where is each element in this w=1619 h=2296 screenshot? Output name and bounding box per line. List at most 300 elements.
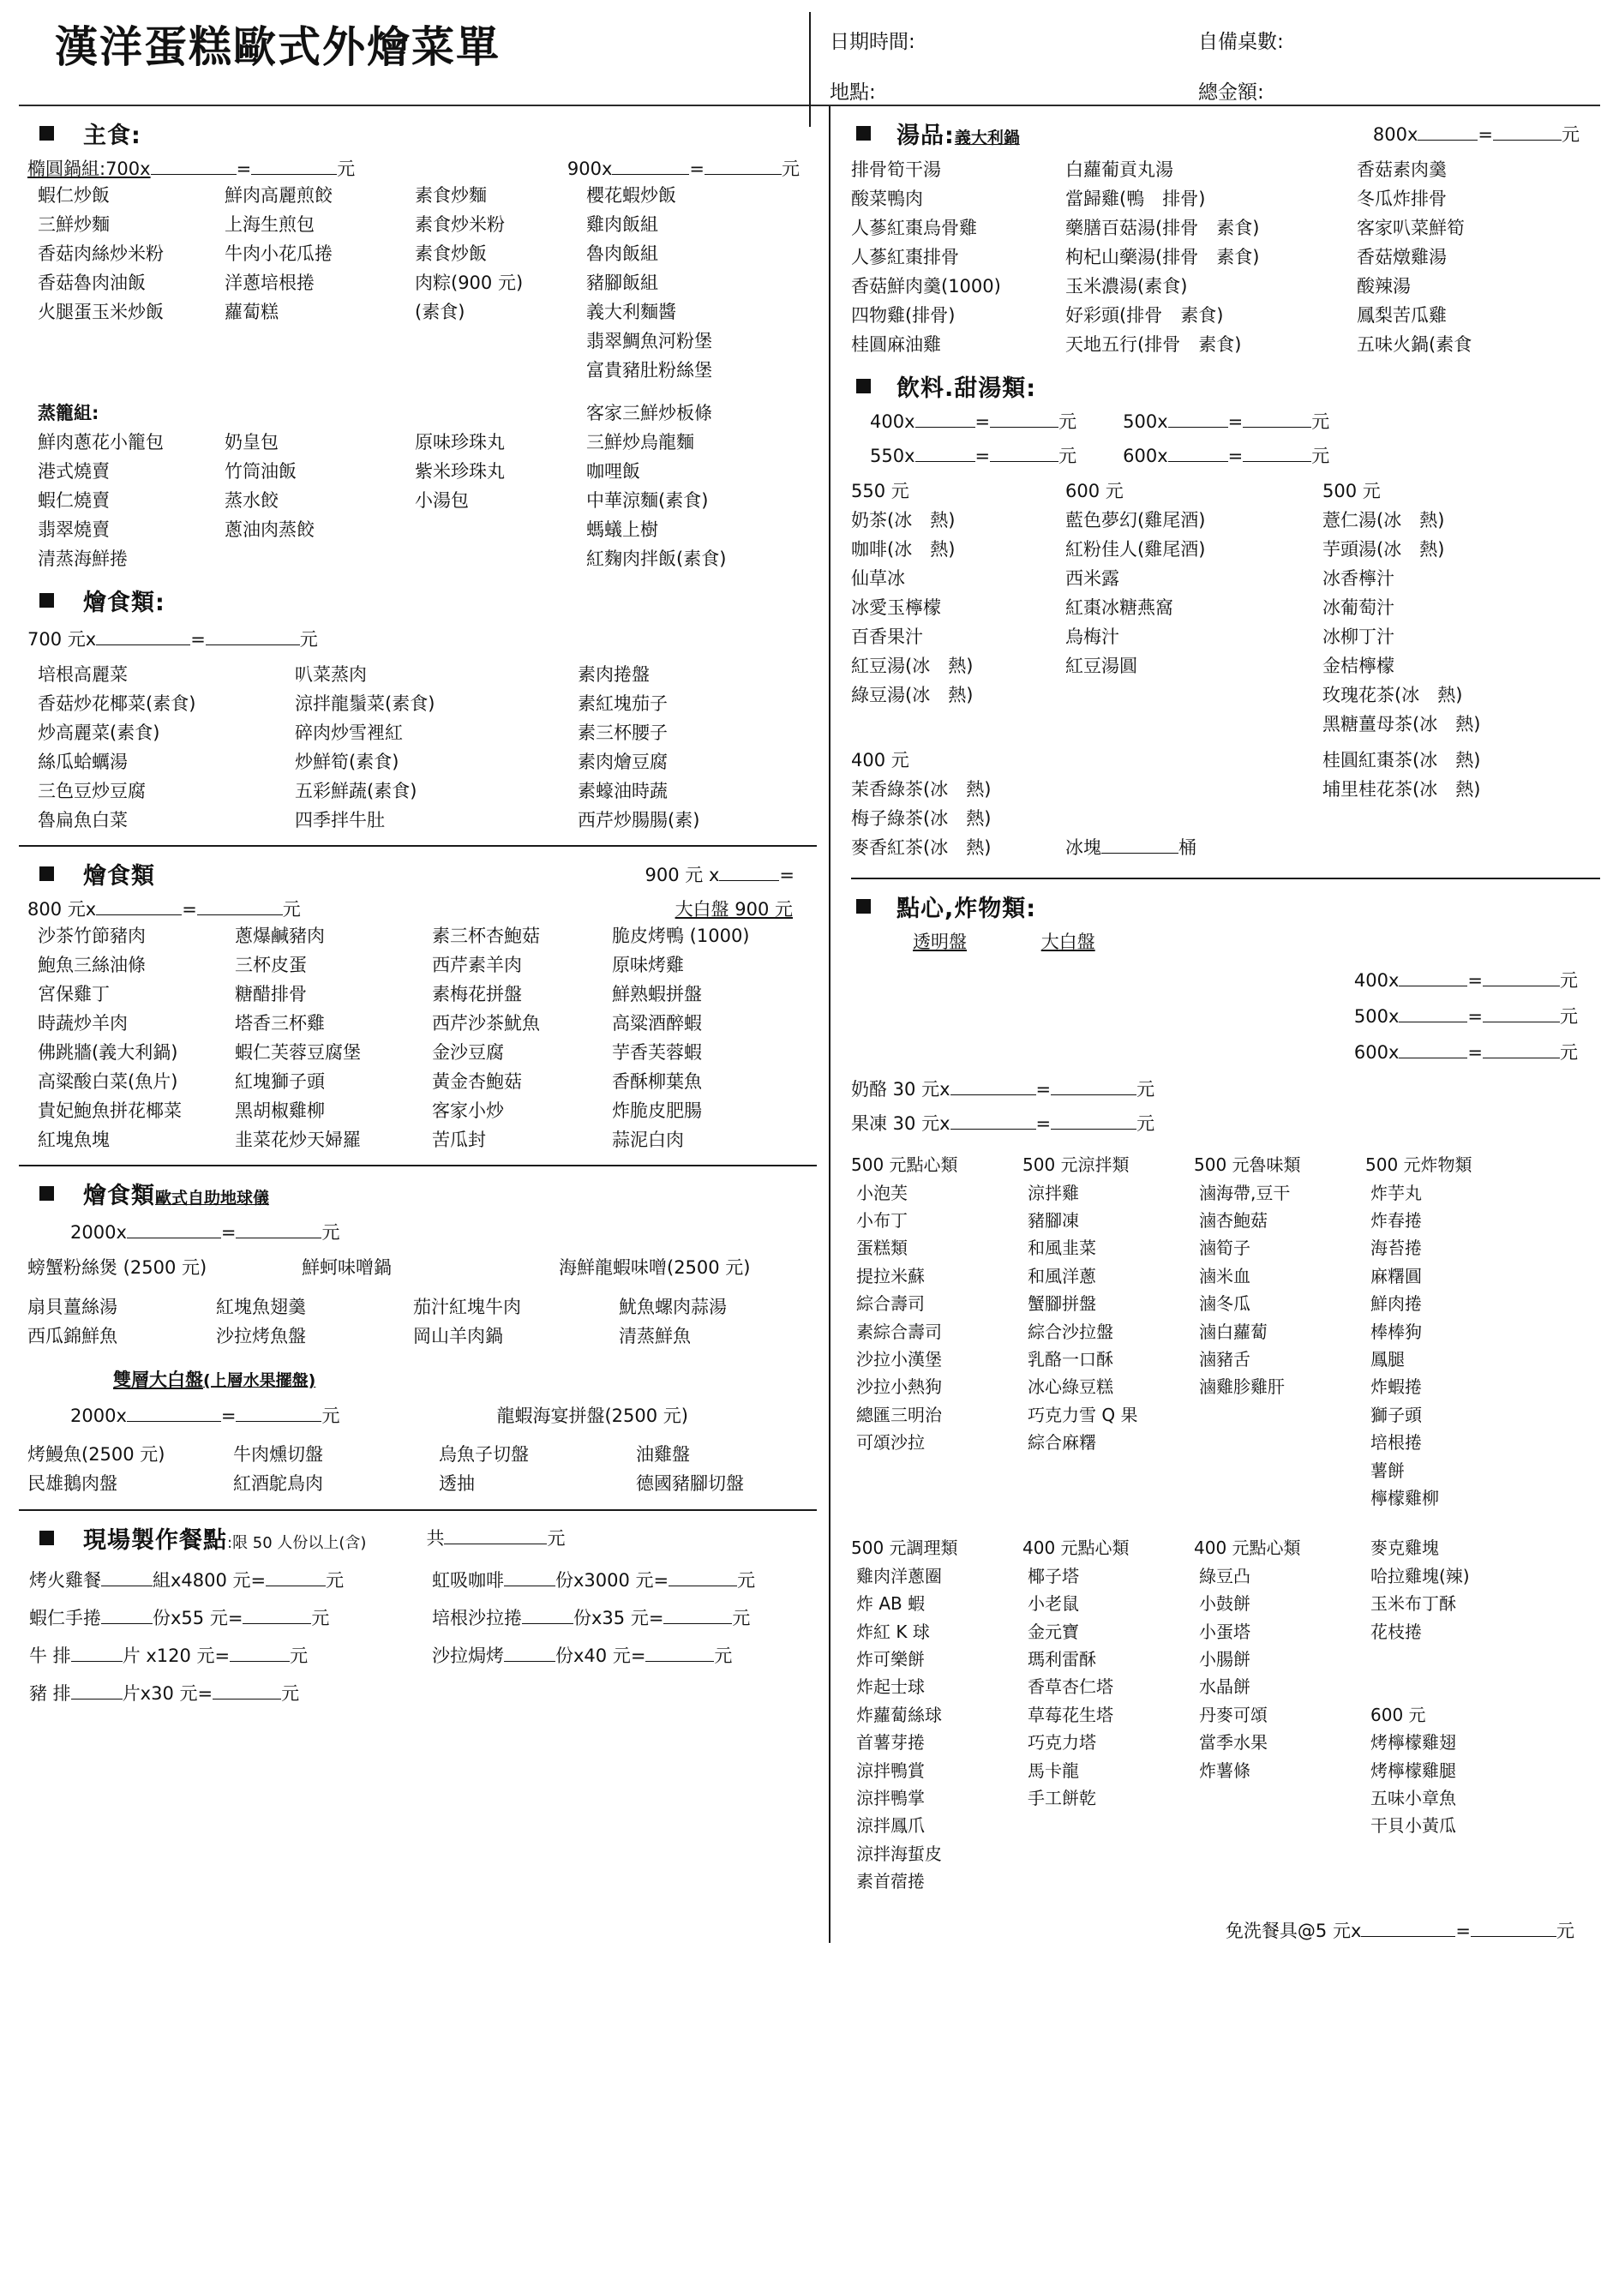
staple-qty-blank-right[interactable] [612, 159, 689, 175]
list-item[interactable]: 三杯皮蛋 [235, 955, 307, 976]
list-item[interactable]: 炒高麗菜(素食) [38, 722, 160, 744]
list-item[interactable]: 滷杏鮑菇 [1199, 1210, 1268, 1232]
onsite-amt-2[interactable] [243, 1609, 311, 1624]
list-item[interactable]: 素食炒米粉 [415, 214, 505, 236]
list-item[interactable]: 首薯芽捲 [856, 1732, 925, 1753]
staple-qty-blank-left[interactable] [151, 159, 237, 175]
list-item[interactable]: 富貴豬肚粉絲堡 [586, 360, 712, 381]
list-item[interactable]: 炸可樂餅 [856, 1648, 925, 1670]
list-item[interactable]: 香菇魯肉油飯 [38, 273, 146, 294]
drinks-400-amt[interactable] [990, 412, 1058, 428]
list-item[interactable]: 貴妃鮑魚拼花椰菜 [38, 1100, 182, 1122]
list-item[interactable]: 小湯包 [415, 490, 469, 512]
braised3-qty-blank[interactable] [127, 1223, 221, 1238]
list-item[interactable]: 蛋糕類 [856, 1238, 908, 1259]
drinks-500-prefix: 500x [1123, 411, 1168, 433]
snacks-price-block [851, 962, 1600, 1070]
braised2-top-blank[interactable] [719, 866, 779, 881]
list-item[interactable]: 西芹素羊肉 [432, 955, 522, 976]
lobster-banquet-item[interactable]: 龍蝦海宴拼盤(2500 元) [496, 1406, 688, 1427]
list-item[interactable]: 滷豬舌 [1199, 1349, 1250, 1370]
list-item[interactable]: 烤鰻魚(2500 元) [27, 1444, 165, 1466]
list-item[interactable]: 蒸水餃 [225, 490, 279, 512]
list-item[interactable]: 桂圓紅棗茶(冰 熱) [1322, 750, 1481, 771]
drinks-600-qty[interactable] [1168, 447, 1228, 462]
list-item[interactable]: 蝦仁芙蓉豆腐堡 [235, 1042, 361, 1064]
snacks-500-qty[interactable] [1399, 1007, 1467, 1022]
list-item[interactable]: 梅子綠茶(冰 熱) [851, 808, 992, 830]
list-item[interactable]: 酸辣湯 [1357, 276, 1411, 297]
braised3-qty2-blank[interactable] [127, 1406, 221, 1422]
list-item[interactable]: 韭菜花炒天婦羅 [235, 1130, 361, 1151]
list-item[interactable]: 牛肉燻切盤 [233, 1444, 323, 1466]
snacks-500-amt[interactable] [1483, 1007, 1560, 1022]
snacks-400-qty[interactable] [1399, 971, 1467, 986]
onsite-qty-4[interactable] [71, 1684, 123, 1700]
list-item[interactable]: 奶皇包 [225, 432, 279, 453]
onsite-amt-3[interactable] [230, 1646, 290, 1662]
list-item[interactable]: 糖醋排骨 [235, 984, 307, 1005]
list-item[interactable]: 干貝小黃瓜 [1370, 1815, 1456, 1837]
list-item-empty [1194, 1457, 1365, 1484]
list-item[interactable]: 西芹沙茶魷魚 [432, 1013, 540, 1034]
drinks-400-qty[interactable] [915, 412, 975, 428]
list-item[interactable]: 紅塊魚翅羹 [216, 1297, 306, 1318]
list-item[interactable]: 豬腳凍 [1028, 1210, 1079, 1232]
list-item[interactable]: 香菇燉雞湯 [1357, 247, 1447, 268]
page-title: 漢洋蛋糕歐式外燴菜單 [55, 22, 501, 72]
list-item[interactable]: 涼拌鳳爪 [856, 1815, 925, 1837]
list-item[interactable]: 芋香芙蓉蝦 [612, 1042, 702, 1064]
list-item[interactable]: 素三杯腰子 [578, 722, 668, 744]
list-item[interactable]: 蘿蔔糕 [225, 302, 279, 323]
onsite-name2-1: 虹吸咖啡 [432, 1569, 504, 1591]
list-item[interactable]: 哈拉雞塊(辣) [1370, 1565, 1470, 1586]
snacks-cheese-jelly-block [851, 1076, 1600, 1136]
tableware-amt-blank[interactable] [1471, 1921, 1556, 1937]
soup-items-grid [851, 155, 1600, 359]
list-item[interactable]: 烏梅汁 [1065, 626, 1119, 648]
list-item[interactable]: 蝦仁燒賣 [38, 490, 110, 512]
list-item[interactable]: 玉米濃湯(素食) [1065, 276, 1188, 297]
list-item[interactable]: 冰香檸汁 [1322, 568, 1394, 590]
list-item[interactable]: 枸杞山藥湯(排骨 素食) [1065, 247, 1260, 268]
list-item[interactable]: 螞蟻上樹 [586, 519, 658, 541]
list-item[interactable]: 滷白蘿蔔 [1199, 1321, 1268, 1342]
list-item[interactable]: 埔里桂花茶(冰 熱) [1322, 779, 1481, 800]
list-item[interactable]: 金元寶 [1028, 1621, 1079, 1642]
soup-amount-blank[interactable] [1493, 125, 1562, 141]
list-item[interactable]: 鮮肉捲 [1370, 1293, 1422, 1315]
jelly-amt[interactable] [1051, 1114, 1136, 1130]
list-item[interactable]: 中華涼麵(素食) [586, 490, 709, 512]
list-item[interactable]: 涼拌龍鬚菜(素食) [295, 693, 435, 715]
list-item[interactable]: 火腿蛋玉米炒飯 [38, 302, 164, 323]
list-item[interactable]: 宮保雞丁 [38, 984, 110, 1005]
braised1-qty-blank[interactable] [96, 630, 190, 645]
list-item[interactable]: 和風洋蔥 [1028, 1265, 1096, 1286]
list-item[interactable]: 綠豆湯(冰 熱) [851, 685, 974, 706]
list-item[interactable]: 黑胡椒雞柳 [235, 1100, 325, 1122]
list-item[interactable]: 麥克雞塊 [1370, 1538, 1439, 1559]
list-item[interactable]: 玉米布丁酥 [1370, 1593, 1456, 1615]
list-item[interactable]: 原味烤雞 [612, 955, 684, 976]
list-item[interactable]: 冰心綠豆糕 [1028, 1376, 1113, 1398]
list-item[interactable]: 炸芋丸 [1370, 1182, 1422, 1203]
onsite-amt2-1[interactable] [669, 1571, 737, 1586]
list-item[interactable]: 炸紅 K 球 [856, 1621, 930, 1642]
list-item[interactable]: 蝦仁炒飯 [38, 185, 110, 206]
list-item[interactable]: 沙拉小漢堡 [856, 1349, 942, 1370]
list-item[interactable]: 紅塊魚塊 [38, 1130, 110, 1151]
list-item[interactable]: 原味珍珠丸 [415, 432, 505, 453]
list-item[interactable]: 麻糬圓 [1370, 1265, 1422, 1286]
list-item[interactable]: 螃蟹粉絲煲 (2500 元) [27, 1257, 207, 1279]
list-item[interactable]: 人蔘紅棗排骨 [851, 247, 959, 268]
list-item[interactable]: 清蒸鮮魚 [619, 1326, 691, 1347]
list-item[interactable]: 香菇素肉羹 [1357, 159, 1447, 180]
list-item[interactable]: 可頌沙拉 [856, 1432, 925, 1454]
list-item[interactable]: 小老鼠 [1028, 1593, 1079, 1615]
cheese-amt[interactable] [1051, 1080, 1136, 1095]
list-item[interactable]: 鮑魚三絲油條 [38, 955, 146, 976]
list-item[interactable]: 牛肉小花瓜捲 [225, 243, 333, 265]
list-item[interactable]: 炸春捲 [1370, 1210, 1422, 1232]
list-item[interactable]: 竹筒油飯 [225, 461, 297, 483]
jelly-qty[interactable] [950, 1114, 1036, 1130]
list-item[interactable]: 紅麴肉拌飯(素食) [586, 549, 727, 570]
list-item[interactable]: 涼拌海蜇皮 [856, 1843, 942, 1864]
list-item[interactable]: 港式燒賣 [38, 461, 110, 483]
list-item[interactable]: 黑糖薑母茶(冰 熱) [1322, 714, 1481, 735]
list-item[interactable]: 椰子塔 [1028, 1565, 1079, 1586]
list-item[interactable]: 冬瓜炸排骨 [1357, 189, 1447, 210]
list-item[interactable]: 鮮蚵味噌鍋 [302, 1257, 392, 1279]
list-item[interactable]: 綠豆凸 [1199, 1565, 1250, 1586]
list-item[interactable]: 素肉燴豆腐 [578, 752, 668, 773]
staple-amount-blank-left[interactable] [251, 159, 337, 175]
list-item[interactable]: 乳酪一口酥 [1028, 1349, 1113, 1370]
list-item[interactable]: 滷筍子 [1199, 1238, 1250, 1259]
list-item[interactable]: 棒棒狗 [1370, 1321, 1422, 1342]
list-item[interactable]: 肉粽(900 元) [415, 273, 524, 294]
list-item[interactable]: 香草杏仁塔 [1028, 1676, 1113, 1698]
list-item[interactable]: 雞肉飯組 [586, 214, 658, 236]
list-item[interactable]: 義大利麵醬 [586, 302, 676, 323]
onsite-qty2-1[interactable] [504, 1571, 555, 1586]
braised3-amount-blank[interactable] [236, 1223, 321, 1238]
braised2-qty-blank[interactable] [96, 900, 182, 915]
braised2-price-row [27, 896, 817, 921]
list-item[interactable]: 脆皮烤鴨 (1000) [612, 926, 750, 947]
list-item[interactable]: 巧克力雪 Q 果 [1028, 1404, 1138, 1425]
list-item[interactable]: 小腸餅 [1199, 1648, 1250, 1670]
list-item[interactable]: 薏仁湯(冰 熱) [1322, 510, 1445, 531]
list-item[interactable]: 魯扁魚白菜 [38, 810, 128, 831]
list-item[interactable]: 冰葡萄汁 [1322, 597, 1394, 619]
braised2-amount-blank[interactable] [197, 900, 283, 915]
drinks-550-qty[interactable] [915, 447, 975, 462]
onsite-qty2-3[interactable] [504, 1646, 555, 1662]
list-item[interactable]: 滷冬瓜 [1199, 1293, 1250, 1315]
list-item[interactable]: 鮮肉高麗煎餃 [225, 185, 333, 206]
list-item[interactable]: 炸蝦捲 [1370, 1376, 1422, 1398]
list-item[interactable]: 芋頭湯(冰 熱) [1322, 539, 1445, 561]
list-item[interactable]: 烤檸檬雞翅 [1370, 1732, 1456, 1753]
list-item[interactable]: 桂圓麻油雞 [851, 334, 941, 356]
list-item[interactable]: 蔥油肉蒸餃 [225, 519, 315, 541]
list-item[interactable]: 清蒸海鮮捲 [38, 549, 128, 570]
list-item[interactable]: 四物雞(排骨) [851, 305, 956, 327]
list-item[interactable]: 炸起士球 [856, 1676, 925, 1698]
list-item[interactable]: 人蔘紅棗烏骨雞 [851, 218, 977, 239]
list-item[interactable]: 烏魚子切盤 [439, 1444, 529, 1466]
list-item[interactable]: 黃金杏鮑菇 [432, 1071, 522, 1093]
list-item[interactable]: 油雞盤 [636, 1444, 690, 1466]
list-item[interactable]: 當歸雞(鴨 排骨) [1065, 189, 1206, 210]
cheese-qty[interactable] [950, 1080, 1036, 1095]
list-item[interactable]: 茉香綠茶(冰 熱) [851, 779, 992, 800]
list-item[interactable]: 麥香紅茶(冰 熱) [851, 837, 992, 859]
onsite-total-blank[interactable] [444, 1529, 547, 1544]
ice-label[interactable]: 冰塊 [1065, 837, 1101, 859]
onsite-qty-3[interactable] [71, 1646, 123, 1662]
list-item[interactable]: 檸檬雞柳 [1370, 1488, 1439, 1508]
list-item[interactable]: 和風韭菜 [1028, 1238, 1096, 1259]
list-item[interactable]: 小鼓餅 [1199, 1593, 1250, 1615]
onsite-qty2-2[interactable] [522, 1609, 573, 1624]
drinks-550-amt[interactable] [990, 447, 1058, 462]
onsite-amt-4[interactable] [213, 1684, 281, 1700]
snacks-400-amt[interactable] [1483, 971, 1560, 986]
list-item[interactable]: 百香果汁 [851, 626, 923, 648]
list-item[interactable]: 烤檸檬雞腿 [1370, 1759, 1456, 1781]
list-item[interactable]: 素食炒麵 [415, 185, 487, 206]
list-item[interactable]: 炸蘿蔔絲球 [856, 1704, 942, 1725]
list-item[interactable]: 三鮮炒麵 [38, 214, 110, 236]
list-item[interactable]: 紅塊獅子頭 [235, 1071, 325, 1093]
onsite-unit3-1: 份x3000 元= [555, 1569, 669, 1591]
list-item[interactable]: 鳳腿 [1370, 1349, 1405, 1370]
staple-amount-blank-right[interactable] [705, 159, 782, 175]
list-item[interactable]: 苦瓜封 [432, 1130, 486, 1151]
list-item[interactable]: 魯肉飯組 [586, 243, 658, 265]
list-item[interactable]: 絲瓜蛤蠣湯 [38, 752, 128, 773]
list-item[interactable]: 鮮熟蝦拼盤 [612, 984, 702, 1005]
list-item[interactable]: 獅子頭 [1370, 1404, 1422, 1425]
list-item[interactable]: 五彩鮮蔬(素食) [295, 781, 417, 802]
list-item[interactable]: 扇貝薑絲湯 [27, 1297, 117, 1318]
list-item[interactable]: 碎肉炒雪裡紅 [295, 722, 403, 744]
list-item[interactable]: 排骨筍干湯 [851, 159, 941, 180]
list-item[interactable]: 金沙豆腐 [432, 1042, 504, 1064]
list-item[interactable]: 咖哩飯 [586, 461, 640, 483]
list-item[interactable]: 仙草冰 [851, 568, 905, 590]
list-item[interactable]: 馬卡龍 [1028, 1759, 1079, 1781]
list-item[interactable]: 滷雞胗雞肝 [1199, 1376, 1285, 1398]
list-item[interactable]: 香菇鮮肉羹(1000) [851, 276, 1001, 297]
onsite-name2-3: 沙拉焗烤 [432, 1645, 504, 1666]
list-item[interactable]: 藍色夢幻(雞尾酒) [1065, 510, 1206, 531]
list-item[interactable]: 佛跳牆(義大利鍋) [38, 1042, 178, 1064]
list-item[interactable]: 紅豆湯圓 [1065, 656, 1137, 677]
list-item[interactable]: 炸薯條 [1199, 1759, 1250, 1781]
soup-qty-blank[interactable] [1418, 125, 1478, 141]
list-item[interactable]: 咖啡(冰 熱) [851, 539, 956, 561]
drinks-500-qty[interactable] [1168, 412, 1228, 428]
list-item[interactable]: 炸 AB 蝦 [856, 1593, 926, 1615]
list-item[interactable]: 時蔬炒羊肉 [38, 1013, 128, 1034]
list-item[interactable]: 炸脆皮肥腸 [612, 1100, 702, 1122]
list-item[interactable]: 五味火鍋(素食 [1357, 334, 1472, 356]
list-item[interactable]: 滷米血 [1199, 1265, 1250, 1286]
list-item[interactable]: 茄汁紅塊牛肉 [413, 1297, 521, 1318]
list-item[interactable]: 紅粉佳人(雞尾酒) [1065, 539, 1206, 561]
list-item[interactable]: 素首蓿捲 [856, 1871, 925, 1892]
list-item[interactable]: 培根捲 [1370, 1432, 1422, 1454]
list-item[interactable]: 櫻花蝦炒飯 [586, 185, 676, 206]
list-item[interactable]: 玫瑰花茶(冰 熱) [1322, 685, 1463, 706]
list-item[interactable]: 總匯三明治 [856, 1404, 942, 1425]
list-item[interactable]: 素肉捲盤 [578, 664, 650, 686]
list-item[interactable]: 薯餅 [1370, 1460, 1405, 1481]
list-item[interactable]: 三鮮炒烏龍麵 [586, 432, 694, 453]
list-item[interactable]: 客家三鮮炒板條 [586, 403, 712, 424]
list-item[interactable]: 奶茶(冰 熱) [851, 510, 956, 531]
list-item[interactable]: 丹麥可頌 [1199, 1704, 1268, 1725]
list-item[interactable]: 小布丁 [856, 1210, 908, 1232]
list-item[interactable]: 花枝捲 [1370, 1621, 1422, 1642]
drinks-600-amt[interactable] [1243, 447, 1311, 462]
list-item[interactable]: 綜合壽司 [856, 1293, 925, 1315]
list-item[interactable]: 素梅花拼盤 [432, 984, 522, 1005]
list-item[interactable]: 提拉米蘇 [856, 1265, 925, 1286]
list-item[interactable]: 蒜泥白肉 [612, 1130, 684, 1151]
list-item[interactable]: 涼拌雞 [1028, 1182, 1079, 1203]
snacks-600-qty[interactable] [1399, 1043, 1467, 1058]
list-item[interactable]: 素綜合壽司 [856, 1321, 942, 1342]
list-item[interactable]: 瑪利雷酥 [1028, 1648, 1096, 1670]
list-item[interactable]: 紫米珍珠丸 [415, 461, 505, 483]
list-item[interactable]: 手工餅乾 [1028, 1787, 1096, 1808]
onsite-qty-2[interactable] [101, 1609, 153, 1624]
onsite-amt2-2[interactable] [663, 1609, 732, 1624]
square-bullet-icon [856, 379, 871, 393]
list-item[interactable]: 豬腳飯組 [586, 273, 658, 294]
list-item[interactable]: 金桔檸檬 [1322, 656, 1394, 677]
list-item[interactable]: 天地五行(排骨 素食) [1065, 334, 1242, 356]
list-item[interactable]: 蟹腳拼盤 [1028, 1293, 1096, 1315]
list-item[interactable]: 沙拉小熱狗 [856, 1376, 942, 1398]
list-item[interactable]: 海苔捲 [1370, 1238, 1422, 1259]
list-item[interactable]: 魷魚螺肉蒜湯 [619, 1297, 727, 1318]
list-item[interactable]: 酸菜鴨肉 [851, 189, 923, 210]
list-item[interactable]: 藥膳百菇湯(排骨 素食) [1065, 218, 1260, 239]
section-divider-right-1 [851, 878, 1600, 879]
list-item[interactable]: 巧克力塔 [1028, 1732, 1096, 1753]
list-item[interactable]: 民雄鵝肉盤 [27, 1473, 117, 1495]
list-item[interactable]: 沙茶竹節豬肉 [38, 926, 146, 947]
list-item[interactable]: 紅豆湯(冰 熱) [851, 656, 974, 677]
staple-eq-left: = [236, 159, 252, 179]
list-item[interactable]: 冰愛玉檸檬 [851, 597, 941, 619]
list-item[interactable]: 塔香三杯雞 [235, 1013, 325, 1034]
ice-qty-blank[interactable] [1101, 838, 1178, 854]
drinks-500-amt[interactable] [1243, 412, 1311, 428]
list-item[interactable]: 叭菜蒸肉 [295, 664, 367, 686]
list-item[interactable]: 草莓花生塔 [1028, 1704, 1113, 1725]
list-item[interactable]: 上海生煎包 [225, 214, 315, 236]
list-item[interactable]: 翡翠鯛魚河粉堡 [586, 331, 712, 352]
braised1-amount-blank[interactable] [206, 630, 300, 645]
list-item[interactable]: (素食) [415, 302, 465, 323]
list-item[interactable]: 德國豬腳切盤 [636, 1473, 744, 1495]
list-item[interactable]: 岡山羊肉鍋 [413, 1326, 503, 1347]
list-item[interactable]: 雞肉洋蔥圈 [856, 1565, 942, 1586]
list-item[interactable]: 紅酒鴕鳥肉 [233, 1473, 323, 1495]
list-item[interactable]: 五味小章魚 [1370, 1787, 1456, 1808]
list-item[interactable]: 高粱酸白菜(魚片) [38, 1071, 178, 1093]
list-item[interactable]: 西芹炒腸腸(素) [578, 810, 700, 831]
list-item[interactable]: 水晶餅 [1199, 1676, 1250, 1698]
list-item[interactable]: 鳳梨苦瓜雞 [1357, 305, 1447, 327]
list-item[interactable]: 三色豆炒豆腐 [38, 781, 146, 802]
list-item[interactable]: 當季水果 [1199, 1732, 1268, 1753]
list-item[interactable]: 香菇肉絲炒米粉 [38, 243, 164, 265]
onsite-amt2-3[interactable] [645, 1646, 714, 1662]
list-item[interactable]: 鮮肉蔥花小籠包 [38, 432, 164, 453]
list-item[interactable]: 四季拌牛肚 [295, 810, 385, 831]
list-item[interactable]: 紅棗冰糖燕窩 [1065, 597, 1173, 619]
list-item[interactable]: 西瓜錦鮮魚 [27, 1326, 117, 1347]
list-item[interactable]: 小蛋塔 [1199, 1621, 1250, 1642]
list-item[interactable]: 素三杯杏鮑菇 [432, 926, 540, 947]
list-item[interactable]: 滷海帶,豆干 [1199, 1182, 1291, 1203]
list-item[interactable]: 蔥爆鹹豬肉 [235, 926, 325, 947]
list-item[interactable]: 綜合麻糬 [1028, 1432, 1096, 1454]
list-item[interactable]: 香菇炒花椰菜(素食) [38, 693, 196, 715]
tableware-qty-blank[interactable] [1361, 1921, 1455, 1937]
list-item[interactable]: 洋蔥培根捲 [225, 273, 315, 294]
onsite-qty-1[interactable] [101, 1571, 153, 1586]
snacks-600-amt[interactable] [1483, 1043, 1560, 1058]
list-item[interactable]: 高粱酒醉蝦 [612, 1013, 702, 1034]
list-item[interactable]: 素食炒飯 [415, 243, 487, 265]
list-item[interactable]: 沙拉烤魚盤 [216, 1326, 306, 1347]
onsite-amt-1[interactable] [266, 1571, 326, 1586]
list-item[interactable]: 綜合沙拉盤 [1028, 1321, 1113, 1342]
list-item[interactable]: 培根高麗菜 [38, 664, 128, 686]
list-item[interactable]: 好彩頭(排骨 素食) [1065, 305, 1224, 327]
section-header-braised-1 [19, 584, 817, 617]
list-item[interactable]: 透抽 [439, 1473, 475, 1495]
list-item[interactable]: 素紅塊茄子 [578, 693, 668, 715]
list-item[interactable]: 海鮮龍蝦味噌(2500 元) [559, 1257, 751, 1279]
list-item[interactable]: 涼拌鴨掌 [856, 1787, 925, 1808]
list-item[interactable]: 素蠔油時蔬 [578, 781, 668, 802]
list-item[interactable]: 客家小炒 [432, 1100, 504, 1122]
list-item[interactable]: 香酥柳葉魚 [612, 1071, 702, 1093]
list-item[interactable]: 涼拌鴨賞 [856, 1759, 925, 1781]
list-item[interactable]: 冰柳丁汁 [1322, 626, 1394, 648]
list-item[interactable]: 白蘿葡貢丸湯 [1065, 159, 1173, 180]
list-item[interactable]: 客家叭菜鮮筍 [1357, 218, 1465, 239]
list-item[interactable]: 小泡芙 [856, 1182, 908, 1203]
list-item[interactable]: 西米露 [1065, 568, 1119, 590]
list-item[interactable]: 翡翠燒賣 [38, 519, 110, 541]
list-item[interactable]: 炒鮮筍(素食) [295, 752, 399, 773]
braised3-amount2-blank[interactable] [236, 1406, 321, 1422]
